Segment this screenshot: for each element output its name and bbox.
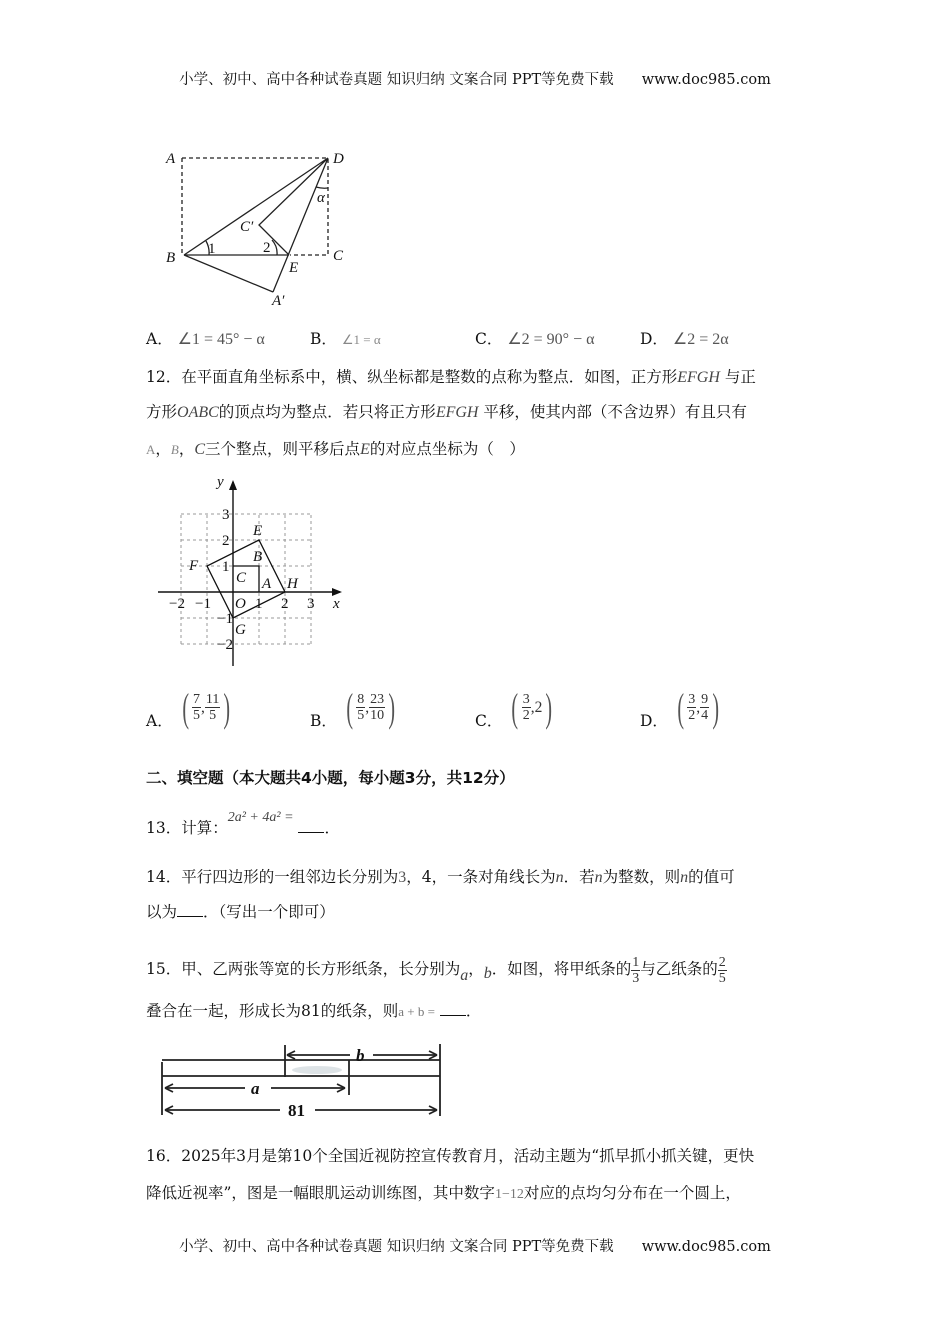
q12-line3 xyxy=(146,439,525,460)
text-segment: 的顶点均为整点．若只将正方形 xyxy=(218,403,436,421)
text-segment: 降低近视率”，图是一幅眼肌运动训练图，其中数字 xyxy=(146,1184,495,1202)
option-label: C． xyxy=(475,330,503,348)
y-tick-label: 1 xyxy=(222,559,230,575)
q12-line1 xyxy=(146,367,756,388)
q13 xyxy=(146,810,340,840)
y-tick-label: 3 xyxy=(222,507,230,523)
text-segment: 的对应点坐标为（ ） xyxy=(369,440,525,458)
text-segment: 三个整点，则平移后点 xyxy=(205,440,361,458)
header-site: www.doc985.com xyxy=(641,72,771,88)
text-segment: E xyxy=(360,441,370,458)
angle-1-label: 1 xyxy=(208,241,216,257)
text-segment: n xyxy=(594,869,603,886)
text-segment: 平移，使其内部（不含边界）有且只有 xyxy=(483,403,747,421)
text-segment: 2 xyxy=(688,708,696,723)
x-tick-label: −1 xyxy=(195,596,211,612)
q12-line2 xyxy=(146,402,747,423)
x-tick-label: −2 xyxy=(169,596,185,612)
text-segment: 叠合在一起，形成长为81的纸条，则 xyxy=(146,1002,399,1020)
text-segment: 为整数，则 xyxy=(602,868,681,886)
q12-coordinate-figure xyxy=(150,470,360,670)
angle-2-label: 2 xyxy=(263,240,271,256)
label-C-prime: C′ xyxy=(240,219,254,235)
text-segment: 2 xyxy=(534,698,543,716)
text-segment: 5 xyxy=(209,708,217,723)
label-y: y xyxy=(217,474,224,490)
text-segment: a + b = xyxy=(398,1004,435,1019)
label-G: G xyxy=(235,622,246,638)
answer-blank[interactable] xyxy=(298,818,324,833)
label-B: B xyxy=(253,549,263,565)
x-tick-label: 1 xyxy=(255,596,263,612)
q12-option-c[interactable] xyxy=(475,684,556,731)
text-segment: 1−12 xyxy=(494,1187,524,1202)
text-segment: n xyxy=(555,869,564,886)
q13-expression: 2a² + 4a² = xyxy=(227,810,294,825)
angle-alpha-label: α xyxy=(317,190,325,206)
option-coordinate: ( $\frac{8}{5}$ , $\frac{23}{10}$ ) xyxy=(346,685,396,730)
text-segment: 4 xyxy=(701,708,709,723)
y-tick-label: −2 xyxy=(217,637,233,653)
text-segment: ， xyxy=(468,960,484,978)
text-segment: 3 xyxy=(632,970,640,986)
text-segment: n xyxy=(680,869,689,886)
header-text: 小学、初中、高中各种试卷真题 知识归纳 文案合同 PPT等免费下载 xyxy=(179,72,614,88)
text-segment: OABC xyxy=(177,404,219,421)
q16-line1: 16．2025年3月是第10个全国近视防控宣传教育月，活动主题为“抓早抓小抓关键，更快 xyxy=(146,1147,755,1165)
q11-option-d[interactable] xyxy=(640,329,729,350)
option-math: ∠2 = 90° − α xyxy=(507,331,595,348)
text-segment: 9 xyxy=(701,692,709,707)
text-segment: a xyxy=(460,967,469,984)
option-label: D． xyxy=(640,712,668,730)
option-math: ∠1 = α xyxy=(341,332,381,347)
label-a: a xyxy=(251,1079,260,1098)
label-C: C xyxy=(333,248,344,264)
label-B: B xyxy=(166,250,176,266)
option-label: D． xyxy=(640,330,668,348)
q12-option-b[interactable] xyxy=(310,684,398,731)
text-segment: 3 xyxy=(688,692,696,707)
text-segment: 3 xyxy=(522,692,530,707)
text-segment: 1 xyxy=(632,954,640,970)
label-F: F xyxy=(189,558,199,574)
label-x: x xyxy=(333,596,340,612)
q15-strip-figure xyxy=(155,1040,455,1125)
label-C: C xyxy=(236,570,247,586)
text-segment: ，4，一条对角线长为 xyxy=(406,868,556,886)
text-segment: EFGH xyxy=(677,369,720,386)
option-coordinate: ( $\frac{3}{2}$ , 2 ) xyxy=(511,685,553,730)
text-segment: 15．甲、乙两张等宽的长方形纸条，长分别为 xyxy=(146,960,461,978)
text-segment: ， xyxy=(178,440,195,458)
text-segment: ， xyxy=(155,440,171,458)
answer-blank[interactable] xyxy=(177,902,203,917)
text-segment: 的值可 xyxy=(688,868,735,886)
label-81: 81 xyxy=(288,1101,305,1120)
text-segment: 5 xyxy=(193,708,201,723)
option-coordinate: ( $\frac{3}{2}$ , $\frac{9}{4}$ ) xyxy=(677,685,720,730)
label-E: E xyxy=(289,260,299,276)
q11-option-a[interactable] xyxy=(146,329,265,350)
x-tick-label: 2 xyxy=(281,596,289,612)
answer-blank[interactable] xyxy=(440,1001,466,1016)
q11-figure xyxy=(160,140,360,315)
text-segment: 2 xyxy=(718,954,726,970)
label-A: A xyxy=(166,151,176,167)
q12-option-d[interactable] xyxy=(640,684,722,731)
q11-option-c[interactable] xyxy=(475,329,594,350)
option-label: A． xyxy=(146,330,173,348)
text-segment: 对应的点均匀分布在一个圆上， xyxy=(523,1184,741,1202)
text-segment: 23 xyxy=(370,692,385,707)
x-tick-label: 3 xyxy=(307,596,315,612)
q15-line1 xyxy=(146,952,727,987)
q16-line2 xyxy=(146,1183,741,1205)
option-label: A． xyxy=(146,712,173,730)
text-segment: 与乙纸条的 xyxy=(640,960,718,978)
text-segment: 7 xyxy=(193,692,201,707)
q12-option-a[interactable] xyxy=(146,684,234,731)
label-O: O xyxy=(235,596,246,612)
text-segment: 2 xyxy=(522,708,530,723)
section-2-title: 二、填空题（本大题共4小题，每小题3分，共12分） xyxy=(146,769,515,787)
text-segment: 13．计算： xyxy=(146,819,228,837)
footer-site: www.doc985.com xyxy=(641,1239,771,1255)
text-segment: 12．在平面直角坐标系中，横、纵坐标都是整数的点称为整点．如图，正方形 xyxy=(146,368,678,386)
text-segment: 11 xyxy=(205,692,220,707)
text-segment: 3 xyxy=(398,869,407,886)
q15-line2 xyxy=(146,1001,481,1022)
text-segment: 5 xyxy=(718,970,726,986)
text-segment: 方形 xyxy=(146,403,178,421)
text-segment: B xyxy=(170,442,179,457)
page-footer xyxy=(0,1237,950,1257)
text-segment: 与正 xyxy=(724,368,756,386)
q14-line1 xyxy=(146,867,735,888)
label-A: A xyxy=(262,576,272,592)
footer-text: 小学、初中、高中各种试卷真题 知识归纳 文案合同 PPT等免费下载 xyxy=(179,1239,614,1255)
label-b: b xyxy=(356,1046,365,1065)
label-A-prime: A′ xyxy=(272,293,285,309)
option-label: B． xyxy=(310,330,337,348)
q14-line2 xyxy=(146,902,335,922)
page-header xyxy=(0,70,950,90)
text-segment: ．（写出一个即可） xyxy=(203,903,335,921)
text-segment: C xyxy=(194,441,206,458)
label-D: D xyxy=(333,151,344,167)
y-tick-label: 2 xyxy=(222,533,230,549)
option-math: ∠2 = 2α xyxy=(672,331,729,348)
y-tick-label: −1 xyxy=(217,611,233,627)
text-segment: ．若 xyxy=(563,868,595,886)
option-label: C． xyxy=(475,712,503,730)
option-label: B． xyxy=(310,712,337,730)
label-H: H xyxy=(287,576,298,592)
option-coordinate: ( $\frac{7}{5}$ , $\frac{11}{5}$ ) xyxy=(182,685,231,730)
label-E: E xyxy=(253,523,263,539)
text-segment: 5 xyxy=(357,708,365,723)
text-segment: 14．平行四边形的一组邻边长分别为 xyxy=(146,868,399,886)
text-segment: ． xyxy=(465,1002,482,1020)
q11-option-b[interactable] xyxy=(310,329,381,350)
text-segment: ． xyxy=(324,819,340,837)
text-segment: 以为 xyxy=(146,903,178,921)
text-segment: EFGH xyxy=(435,404,479,421)
text-segment: 8 xyxy=(357,692,365,707)
text-segment: ．如图，将甲纸条的 xyxy=(491,960,632,978)
text-segment: b xyxy=(483,965,492,982)
text-segment: A xyxy=(146,442,156,457)
option-math: ∠1 = 45° − α xyxy=(177,331,265,348)
text-segment: 10 xyxy=(370,708,385,723)
